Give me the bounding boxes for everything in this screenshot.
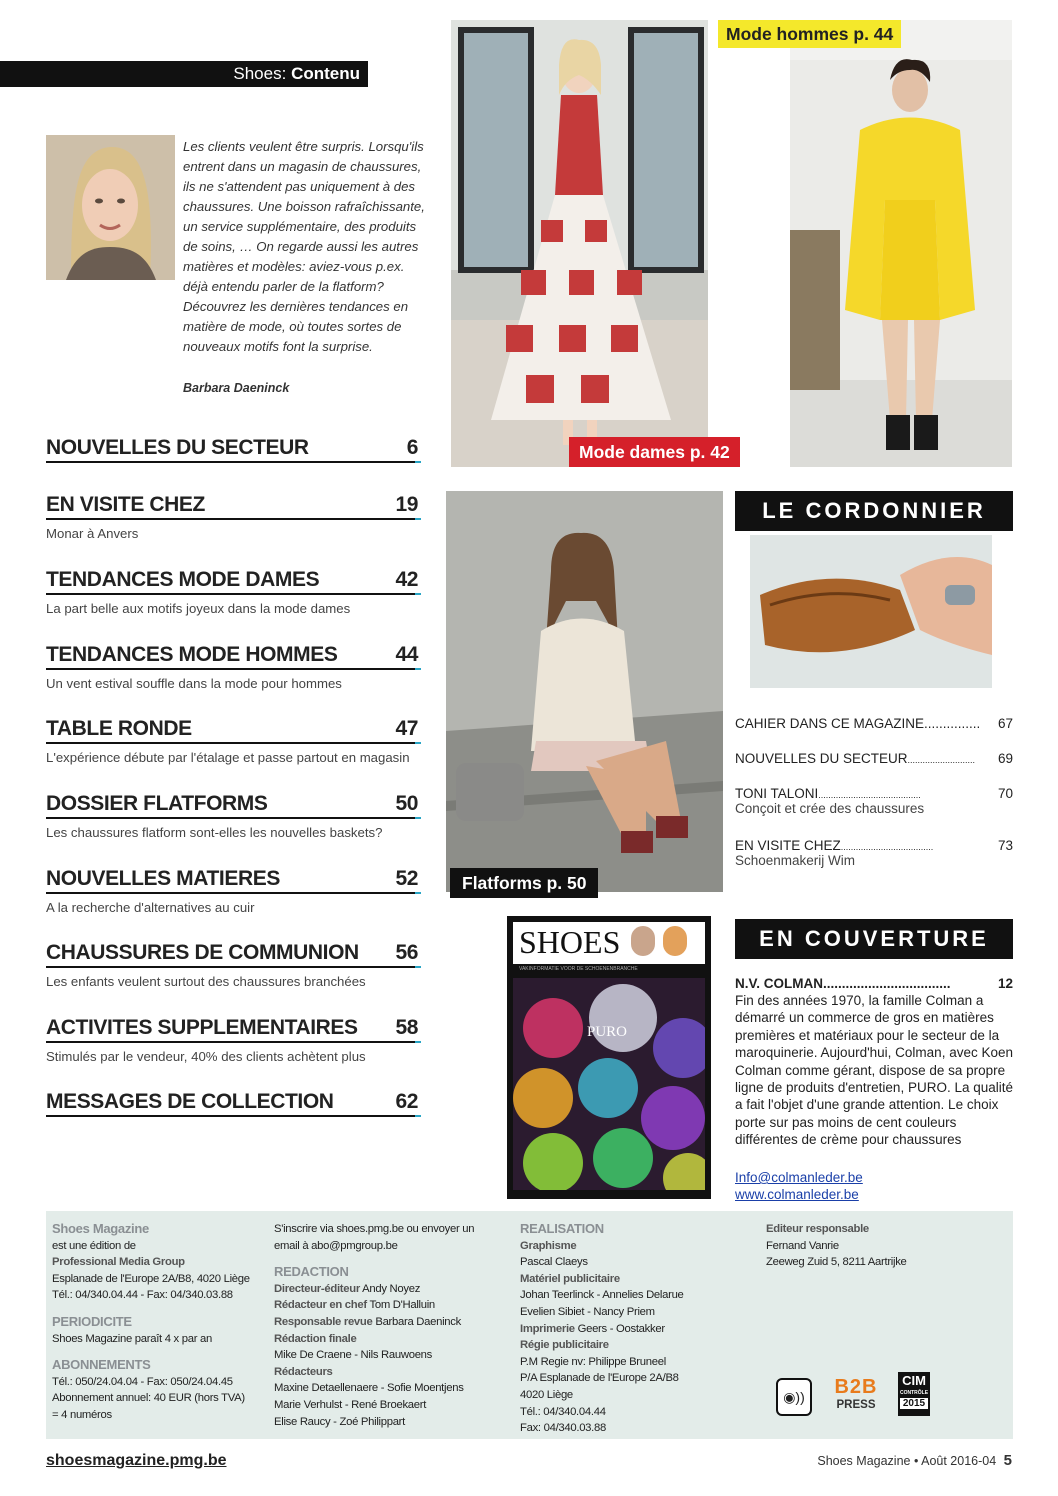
toc-subtitle: Les chaussures flatform sont-elles les nouvelles baskets? [46, 825, 383, 840]
toc-item[interactable] [46, 1090, 418, 1117]
regie-text: P/A Esplanade de l'Europe 2A/B8 [520, 1372, 679, 1385]
mode-dames-photo[interactable] [451, 20, 708, 467]
cahier-label: TONI TALONI [735, 786, 819, 801]
cim-logo [898, 1372, 930, 1416]
toc-title: MESSAGES DE COLLECTION [46, 1090, 334, 1113]
nfc-logo-icon: ◉)) [776, 1378, 812, 1416]
cim-logo-year: 2015 [900, 1398, 928, 1409]
flatforms-tag[interactable]: Flatforms p. 50 [450, 868, 598, 898]
cover-heading: EN COUVERTURE [735, 919, 1013, 959]
role-label: Rédacteurs [274, 1365, 333, 1378]
role-name: Maxine Detaellenaere - Sofie Moentjens [274, 1382, 464, 1395]
cover-company: N.V. COLMAN [735, 976, 824, 991]
regie-text: 4020 Liège [520, 1388, 573, 1401]
toc-title: NOUVELLES DU SECTEUR [46, 436, 309, 459]
role-name: Pascal Claeys [520, 1256, 588, 1269]
cover-company-row [735, 976, 1013, 991]
cahier-subtitle: Schoenmakerij Wim [735, 853, 856, 868]
cover-email-link[interactable]: Info@colmanleder.be [735, 1170, 863, 1185]
toc-page: 44 [395, 643, 418, 666]
section-header [0, 61, 368, 87]
colophon-phone: Tél.: 04/340.04.44 - Fax: 04/340.03.88 [52, 1289, 233, 1302]
cahier-page: 73 [997, 838, 1013, 853]
regie-text: Fax: 04/340.03.88 [520, 1422, 606, 1435]
role-name: Elise Raucy - Zoé Philippart [274, 1415, 405, 1428]
role-label: Editeur responsable [766, 1223, 869, 1235]
cim-logo-sub: CONTRÔLE [899, 1390, 929, 1396]
toc-item[interactable] [46, 568, 418, 616]
role-label: Régie publicitaire [520, 1339, 609, 1352]
cover-magazine-image[interactable] [507, 916, 711, 1199]
toc-page: 58 [395, 1016, 418, 1039]
cover-dots: .................................. [823, 976, 951, 991]
role-name: Mike De Craene - Nils Rauwoens [274, 1349, 433, 1362]
cover-web-link[interactable]: www.colmanleder.be [735, 1187, 859, 1202]
toc-subtitle: L'expérience débute par l'étalage et passe partout en magasin [46, 750, 410, 765]
colophon-text: est une édition de [52, 1239, 136, 1252]
page-number: 5 [1003, 1452, 1012, 1469]
toc-item[interactable] [46, 1016, 418, 1064]
colophon-title: Shoes Magazine [52, 1221, 149, 1236]
cahier-row[interactable] [735, 751, 1013, 766]
toc-page: 50 [395, 792, 418, 815]
toc-item[interactable] [46, 941, 418, 989]
toc-title: TENDANCES MODE HOMMES [46, 643, 338, 666]
cahier-row[interactable] [735, 838, 1013, 868]
regie-text: P.M Regie nv: Philippe Bruneel [520, 1355, 666, 1368]
cahier-dots: ..................................... [840, 842, 934, 852]
toc-title: NOUVELLES MATIERES [46, 867, 280, 890]
role-name: Evelien Sibiet - Nancy Priem [520, 1305, 655, 1318]
role-label: Directeur-éditeur [274, 1282, 360, 1295]
toc-page: 6 [406, 436, 418, 459]
issue-info: Shoes Magazine • Août 2016-04 [817, 1454, 997, 1468]
periodicite-heading: PERIODICITE [52, 1313, 132, 1329]
cahier-label: NOUVELLES DU SECTEUR [735, 751, 908, 766]
colophon-col-1 [52, 1221, 262, 1424]
cover-page: 12 [997, 976, 1013, 991]
colophon-col-3 [520, 1221, 740, 1437]
role-name: Barbara Daeninck [375, 1315, 461, 1328]
toc-item[interactable] [46, 493, 418, 541]
toc-subtitle: La part belle aux motifs joyeux dans la mode dames [46, 601, 351, 616]
cahier-dots: ............... [924, 716, 981, 731]
colophon-publisher: Professional Media Group [52, 1256, 185, 1269]
toc-item[interactable] [46, 717, 418, 765]
cahier-dots: ......................................... [818, 790, 921, 800]
colophon-address: Esplanade de l'Europe 2A/B8, 4020 Liège [52, 1272, 250, 1285]
cahier-label: EN VISITE CHEZ [735, 838, 841, 853]
cahier-row[interactable] [735, 786, 1013, 816]
intro-text: Les clients veulent être surpris. Lorsqu'ils entrent dans un magasin de chaussures, ils ne s'attendent pas uniquement à des chaussures. Une boisson rafraîchissante, un service supplémentaire, des produits de soins, … On regarde aussi les autres matières et modèles: aviez-vous p.ex. déjà entendu parler de la flatform? Découvrez les dernières tendances en matière de mode, où toutes sortes de nouveaux motifs font la surprise. [183, 139, 425, 354]
role-label: Rédacteur en chef [274, 1299, 367, 1312]
role-name: Geers - Oostakker [577, 1322, 665, 1335]
toc-title: TENDANCES MODE DAMES [46, 568, 320, 591]
toc-title: EN VISITE CHEZ [46, 493, 205, 516]
toc-subtitle: Un vent estival souffle dans la mode pour hommes [46, 676, 342, 691]
cahier-label: CAHIER DANS CE MAGAZINE [735, 716, 925, 731]
mode-hommes-photo[interactable] [790, 20, 1012, 467]
toc-subtitle: A la recherche d'alternatives au cuir [46, 900, 255, 915]
press-logo-text: PRESS [836, 1399, 876, 1411]
toc-title: TABLE RONDE [46, 717, 192, 740]
toc-page: 52 [395, 867, 418, 890]
editor-portrait [46, 135, 175, 280]
toc-subtitle: Les enfants veulent surtout des chaussures branchées [46, 974, 366, 989]
abonnements-text: Abonnement annuel: 40 EUR (hors TVA) [52, 1392, 245, 1405]
toc-item[interactable] [46, 792, 418, 840]
folio [817, 1452, 1012, 1469]
colophon [46, 1211, 1013, 1439]
role-label: Responsable revue [274, 1315, 373, 1328]
colophon-col-4 [766, 1221, 1006, 1271]
cordonnier-heading: LE CORDONNIER [735, 491, 1013, 531]
cahier-subtitle: Conçoit et crée des chaussures [735, 801, 925, 816]
colophon-col-2 [274, 1221, 494, 1430]
role-name: Tom D'Halluin [369, 1299, 435, 1312]
role-label: Imprimerie [520, 1322, 575, 1335]
cim-logo-text: CIM [902, 1373, 926, 1388]
cahier-page: 70 [997, 786, 1013, 801]
mode-hommes-tag[interactable]: Mode hommes p. 44 [718, 20, 901, 48]
toc-title: DOSSIER FLATFORMS [46, 792, 268, 815]
magazine-title: SHOES [519, 924, 621, 960]
toc-page: 19 [395, 493, 418, 516]
toc-page: 42 [395, 568, 418, 591]
toc-page: 56 [395, 941, 418, 964]
toc-page: 62 [395, 1090, 418, 1113]
role-label: Graphisme [520, 1239, 577, 1252]
realisation-heading: REALISATION [520, 1221, 604, 1236]
toc-title: CHAUSSURES DE COMMUNION [46, 941, 359, 964]
role-name: Marie Verhulst - René Broekaert [274, 1398, 427, 1411]
abonnements-text: = 4 numéros [52, 1408, 112, 1421]
intro-author: Barbara Daeninck [183, 381, 290, 395]
magazine-subtitle: VAKINFORMATIE VOOR DE SCHOENENBRANCHE [519, 966, 638, 972]
role-name: Andy Noyez [362, 1282, 421, 1295]
cahier-page: 67 [997, 716, 1013, 731]
magazine-brand: PURO [587, 1024, 628, 1040]
header-title: Contenu [291, 64, 360, 83]
cover-text: Fin des années 1970, la famille Colman a démarré un commerce de gros en matières premières et matériaux pour le secteur de la maroquinerie. Aujourd'hui, Colman, avec Koen Colman comme gérant, dispose de sa propre ligne de produits d'entretien, PURO. La qualité a fait l'objet d'une grande attention. Le choix porte sur pas moins de cent couleurs différentes de crème pour chaussures [735, 993, 1013, 1148]
toc-subtitle: Stimulés par le vendeur, 40% des clients achètent plus [46, 1049, 366, 1064]
cahier-row[interactable] [735, 716, 1013, 731]
b2b-logo-text: B2B [834, 1376, 878, 1398]
toc-subtitle: Monar à Anvers [46, 526, 139, 541]
role-label: Rédaction finale [274, 1332, 357, 1345]
subscribe-text: S'inscrire via shoes.pmg.be ou envoyer un email à abo@pmgroup.be [274, 1223, 475, 1252]
role-name: Fernand Vanrie [766, 1239, 839, 1252]
toc-item[interactable] [46, 436, 418, 463]
header-prefix: Shoes: [233, 64, 287, 83]
regie-text: Tél.: 04/340.04.44 [520, 1405, 606, 1418]
toc-page: 47 [395, 717, 418, 740]
b2b-press-logo [833, 1376, 879, 1411]
redaction-heading: REDACTION [274, 1264, 349, 1280]
cahier-page: 69 [997, 751, 1013, 766]
toc-item[interactable] [46, 867, 418, 915]
cordonnier-photo[interactable] [750, 535, 992, 688]
abonnements-heading: ABONNEMENTS [52, 1357, 151, 1373]
role-name: Johan Teerlinck - Annelies Delarue [520, 1289, 684, 1302]
cahier-dots: ........................... [907, 755, 976, 765]
toc-item[interactable] [46, 643, 418, 691]
role-label: Matériel publicitaire [520, 1272, 620, 1285]
periodicite-text: Shoes Magazine paraît 4 x par an [52, 1332, 212, 1345]
abonnements-text: Tél.: 050/24.04.04 - Fax: 050/24.04.45 [52, 1375, 233, 1388]
flatforms-photo[interactable] [446, 491, 723, 892]
role-name: Zeeweg Zuid 5, 8211 Aartrijke [766, 1256, 907, 1269]
toc-title: ACTIVITES SUPPLEMENTAIRES [46, 1016, 358, 1039]
website-link[interactable]: shoesmagazine.pmg.be [46, 1452, 227, 1469]
mode-dames-tag[interactable]: Mode dames p. 42 [569, 437, 740, 467]
